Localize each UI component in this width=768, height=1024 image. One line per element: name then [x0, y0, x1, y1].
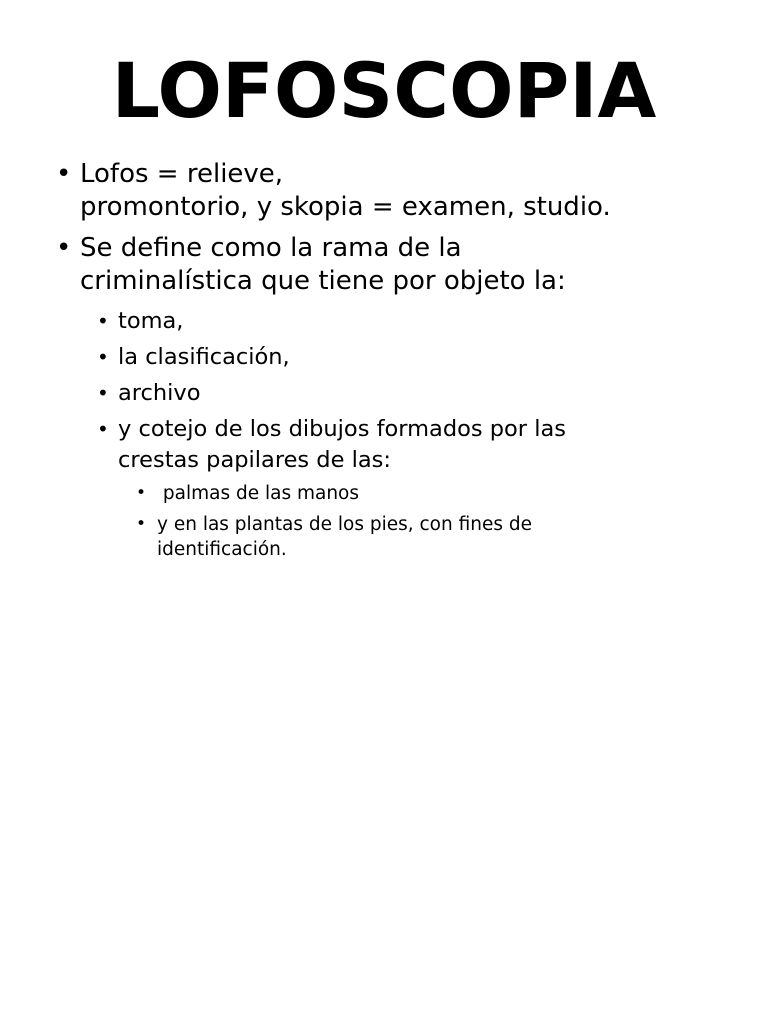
bullet-line: y cotejo de los dibujos formados por las [118, 416, 566, 442]
sub-bullet-item-toma [0, 306, 768, 337]
bullet-line: identificación. [157, 539, 287, 560]
bullet-line: y en las plantas de los pies, con fines de [157, 514, 533, 535]
bullet-icon: • [136, 514, 147, 534]
bullet-item-definition [0, 232, 768, 298]
bullet-item-etymology [0, 158, 768, 224]
bullet-list [0, 158, 768, 568]
bullet-icon: • [136, 483, 147, 503]
bullet-line: archivo [118, 380, 201, 406]
bullet-icon: • [97, 345, 109, 369]
bullet-line: Lofos = relieve, [80, 159, 284, 189]
bullet-icon: • [56, 159, 72, 189]
bullet-line: criminalística que tiene por objeto la: [80, 266, 566, 296]
sub-bullet-item-cotejo [0, 414, 768, 476]
bullet-line: crestas papilares de las: [118, 447, 391, 473]
slide-title: LOFOSCOPIA [111, 46, 657, 135]
sub-sub-bullet-item-palmas [0, 481, 768, 506]
bullet-line: palmas de las manos [157, 483, 360, 504]
bullet-line: toma, [118, 308, 184, 334]
sub-sub-bullet-item-plantas [0, 512, 768, 562]
bullet-line: la clasificación, [118, 344, 290, 370]
bullet-icon: • [97, 381, 109, 405]
bullet-line: Se define como la rama de la [80, 233, 462, 263]
sub-bullet-item-clasificacion [0, 342, 768, 373]
bullet-icon: • [56, 233, 72, 263]
bullet-line: promontorio, y skopia = examen, studio. [80, 192, 611, 222]
bullet-icon: • [97, 417, 109, 441]
sub-bullet-item-archivo [0, 378, 768, 409]
bullet-icon: • [97, 309, 109, 333]
